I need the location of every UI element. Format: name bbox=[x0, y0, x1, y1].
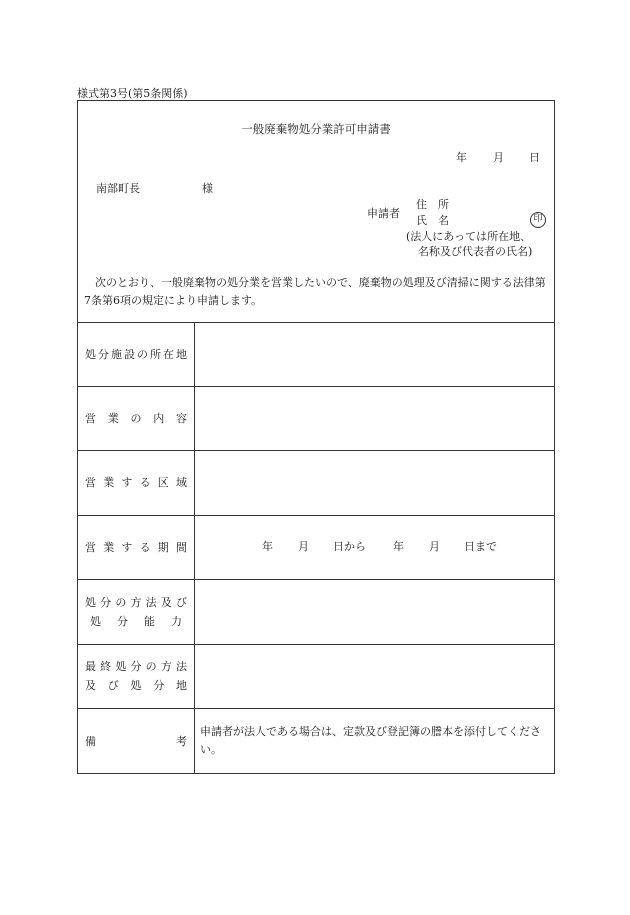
seal-mark-icon: 印 bbox=[530, 212, 546, 228]
form-title: 一般廃棄物処分業許可申請書 bbox=[241, 122, 391, 136]
business-area-field[interactable] bbox=[200, 450, 548, 515]
applicant-note-line1: (法人にあっては所在地、 bbox=[406, 230, 532, 243]
period-start-month: 月 bbox=[298, 540, 309, 553]
date-month: 月 bbox=[493, 151, 504, 164]
row-label-remarks: 備考 bbox=[85, 734, 187, 748]
application-statement: 次のとおり、一般廃棄物の処分業を営業したいので、廃棄物の処理及び清掃に関する法律第7条第6項の規定により申請します。 bbox=[84, 276, 546, 307]
applicant-note-line2: 名称及び代表者の氏名) bbox=[418, 245, 533, 258]
business-period-field[interactable] bbox=[200, 515, 548, 579]
table-column-divider bbox=[194, 322, 195, 773]
form-number-label: 様式第3号(第5条関係) bbox=[77, 87, 188, 100]
period-end-year: 年 bbox=[393, 540, 404, 553]
application-form bbox=[77, 100, 555, 774]
period-start-year: 年 bbox=[262, 540, 273, 553]
date-day: 日 bbox=[529, 151, 540, 164]
row-label-business-area: 営業する区域 bbox=[85, 476, 187, 489]
final-disposal-field[interactable] bbox=[200, 644, 548, 708]
disposal-method-field[interactable] bbox=[200, 579, 548, 644]
business-content-field[interactable] bbox=[200, 386, 548, 450]
period-end-month: 月 bbox=[429, 540, 440, 553]
period-end-day: 日まで bbox=[464, 540, 497, 553]
addressee-honorific: 様 bbox=[202, 182, 213, 195]
facility-location-field[interactable] bbox=[200, 322, 548, 386]
remarks-field[interactable]: 申請者が法人である場合は、定款及び登記簿の謄本を添付してください。 bbox=[200, 725, 541, 756]
row-label-business-period: 営業する期間 bbox=[85, 540, 187, 554]
applicant-name-label: 氏 名 bbox=[416, 214, 449, 227]
applicant-label: 申請者 bbox=[367, 207, 400, 220]
row-label-final-disposal: 最終処分の方法 及び処分地 bbox=[85, 660, 187, 692]
row-label-business-content: 営業の内容 bbox=[85, 411, 187, 425]
addressee-name: 南部町長 bbox=[96, 182, 140, 195]
period-start-day: 日から bbox=[333, 540, 366, 553]
row-label-facility-location: 処分施設の所在地 bbox=[85, 347, 187, 361]
applicant-address-label: 住 所 bbox=[416, 198, 449, 211]
date-year: 年 bbox=[456, 151, 467, 164]
row-label-disposal-method: 処分の方法及び 処分能力 bbox=[85, 595, 187, 628]
